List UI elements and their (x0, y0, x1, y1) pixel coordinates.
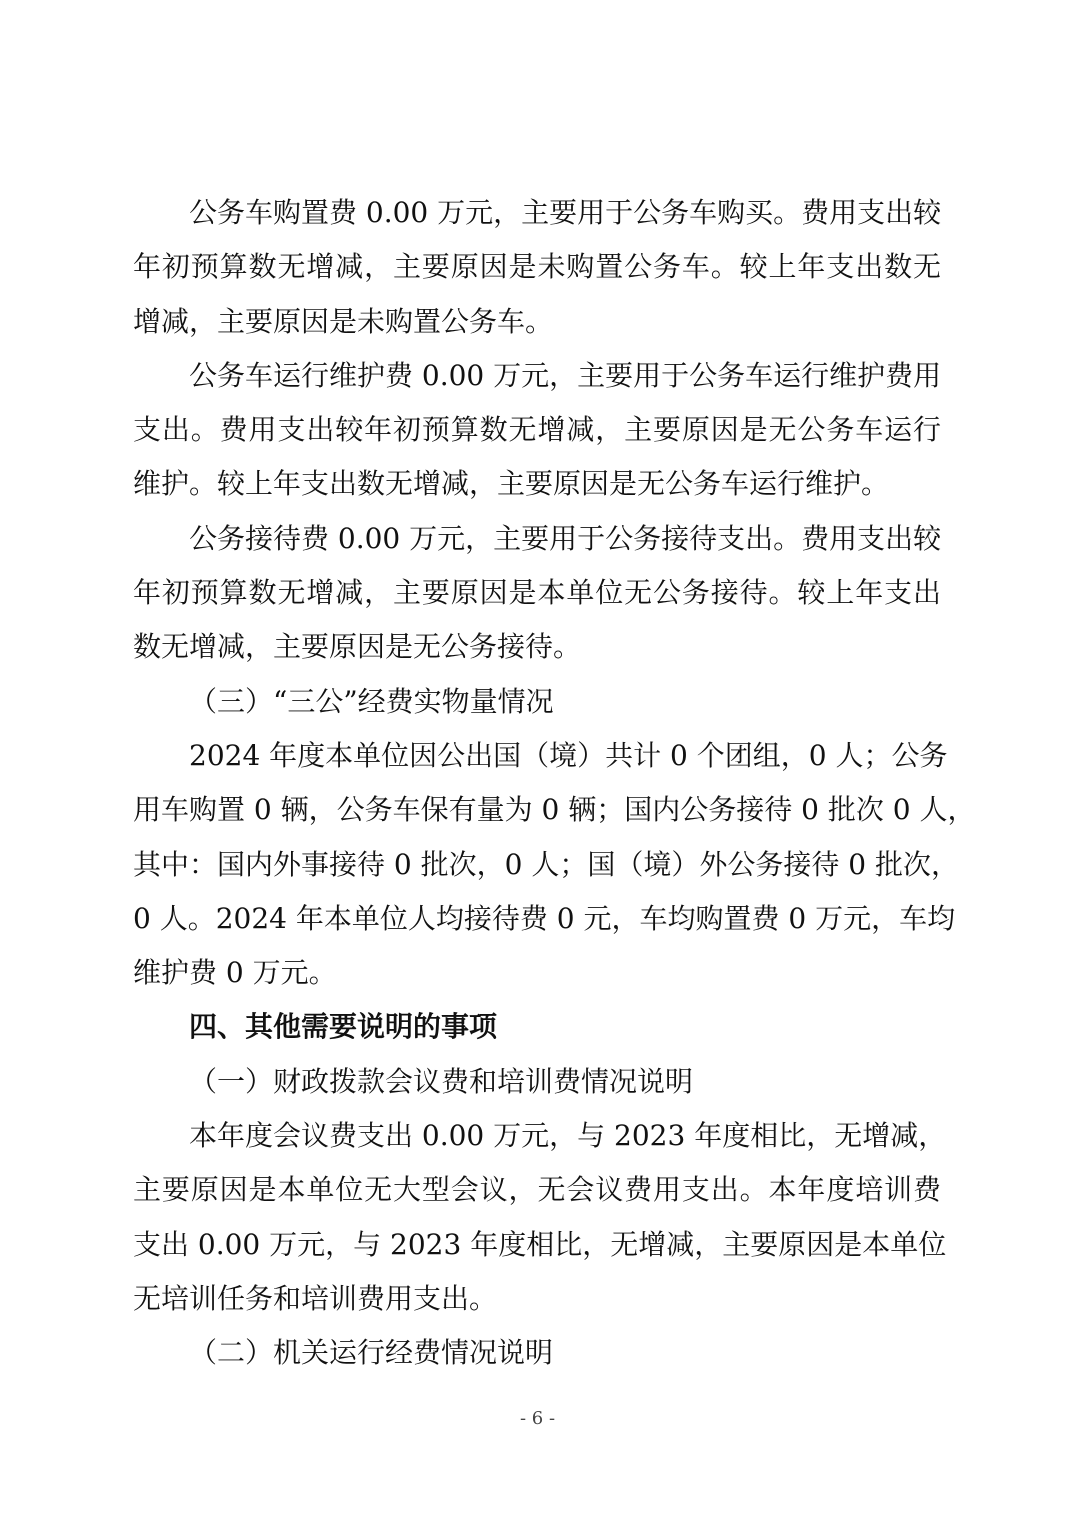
text-line: 主要原因是本单位无大型会议，无会议费用支出。本年度培训费 (133, 1173, 941, 1207)
text-line: 支出。费用支出较年初预算数无增减，主要原因是无公务车运行 (133, 413, 941, 447)
paragraph (133, 729, 976, 1000)
text-line: 维护。较上年支出数无增减，主要原因是无公务车运行维护。 (133, 467, 890, 501)
text-line: 其中：国内外事接待 0 批次，0 人；国（境）外公务接待 0 批次， (133, 847, 959, 881)
text-line: 四、其他需要说明的事项 (189, 1010, 498, 1044)
subsection-heading (133, 1055, 941, 1109)
paragraph (133, 1109, 947, 1326)
text-line: 无培训任务和培训费用支出。 (133, 1281, 498, 1315)
text-line: 用车购置 0 辆，公务车保有量为 0 辆；国内公务接待 0 批次 0 人， (133, 793, 976, 827)
text-line: （二）机关运行经费情况说明 (189, 1336, 554, 1370)
text-line: 公务车运行维护费 0.00 万元，主要用于公务车运行维护费用 (189, 358, 942, 392)
text-line: 增减，主要原因是未购置公务车。 (133, 304, 554, 338)
section-heading (133, 1000, 941, 1054)
text-line: 支出 0.00 万元，与 2023 年度相比，无增减，主要原因是本单位 (133, 1227, 947, 1261)
subsection-heading (133, 1326, 941, 1380)
text-line: 数无增减，主要原因是无公务接待。 (133, 630, 582, 664)
text-line: 维护费 0 万元。 (133, 956, 337, 990)
text-line: （一）财政拨款会议费和培训费情况说明 (189, 1064, 694, 1098)
paragraph (133, 512, 941, 675)
text-line: 2024 年度本单位因公出国（境）共计 0 个团组，0 人；公务 (189, 738, 948, 772)
subsection-heading (133, 675, 941, 729)
paragraph (133, 349, 941, 512)
text-line: 本年度会议费支出 0.00 万元，与 2023 年度相比，无增减， (189, 1119, 947, 1153)
paragraph (133, 186, 941, 349)
page-number: - 6 - (519, 1408, 556, 1429)
document-body (133, 186, 976, 1381)
text-line: 公务车购置费 0.00 万元，主要用于公务车购买。费用支出较 (189, 196, 942, 229)
text-line: 年初预算数无增减，主要原因是未购置公务车。较上年支出数无 (133, 250, 941, 284)
text-line: 公务接待费 0.00 万元，主要用于公务接待支出。费用支出较 (189, 521, 942, 555)
text-line: （三）“三公”经费实物量情况 (189, 684, 554, 718)
text-line: 年初预算数无增减，主要原因是本单位无公务接待。较上年支出 (133, 576, 941, 610)
text-line: 0 人。2024 年本单位人均接待费 0 元，车均购置费 0 万元，车均 (133, 901, 956, 935)
